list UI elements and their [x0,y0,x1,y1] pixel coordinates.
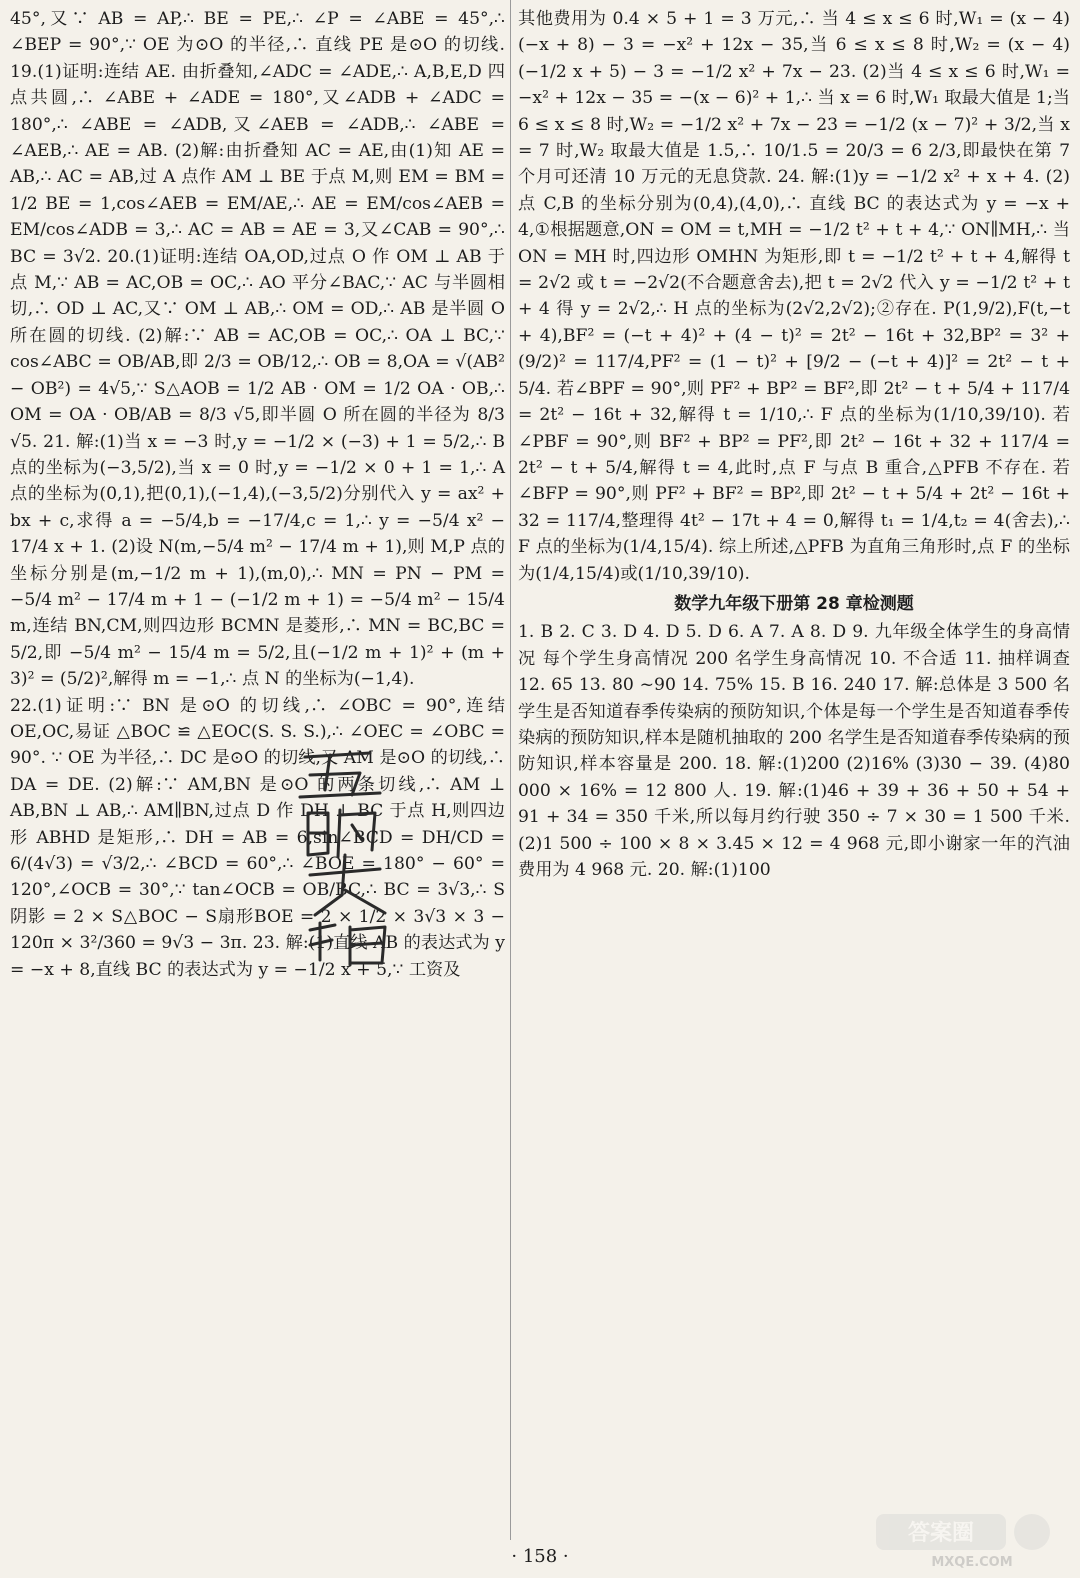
column-divider [510,0,511,1540]
svg-text:答案圈: 答案圈 [907,1521,975,1546]
right-answer-block-2: 1. B 2. C 3. D 4. D 5. D 6. A 7. A 8. D 9. 九年级全体学生的身高情况 每个学生身高情况 200 名学生身高情况 10. 不合适 11. 抽样调查 12. 65 13. 80 ~90 14. 75% 15. B 16. 240 17. 解:总体是 3 500 名学生是否知道春季传染病的预防知识,个体是每一个学生是否知道春季传染病的预防知识,样本是随机抽取的 200 名学生是否知道春季传染病的预防知识,样本容量是 200. 18. 解:(1)200 (2)16% (3)30 − 39. (4)80 000 × 16% = 12 800 人. 19. 解:(1)46 + 39 + 36 + 50 + 54 + 91 + 34 = 350 千米,所以每月约行驶 350 ÷ 7 × 30 = 1 500 千米. (2)1 500 ÷ 100 × 8 × 3.45 × 12 = 4 968 元,即小谢家一年的汽油费用为 4 968 元. 20. 解:(1)100 [518,622,1070,880]
left-answer-block-1: 45°,又∵ AB = AP,∴ BE = PE,∴ ∠P = ∠ABE = 45°,∴ ∠BEP = 90°,∵ OE 为⊙O 的半径,∴ 直线 PE 是⊙O 的切线. 19.(1)证明:连结 AE. 由折叠知,∠ADC = ∠ADE,∴ A,B,E,D 四点共圆,∴ ∠ABE + ∠ADE = 180°,又∠ADB + ∠ADC = 180°,∴ ∠ABE = ∠ADB,又∠AEB = ∠ADB,∴ ∠ABE = ∠AEB,∴ AE = AB. (2)解:由折叠知 AC = AE,由(1)知 AE = AB,∴ AC = AB,过 A 点作 AM ⊥ BE 于点 M,则 EM = BM = 1/2 BE = 1,cos∠AEB = EM/AE,∴ AE = EM/cos∠AEB = EM/cos∠ADB = 3,∴ AC = AB = AE = 3,又∠CAB = 90°,∴ BC = 3√2. 20.(1)证明:连结 OA,OD,过点 O 作 OM ⊥ AB 于点 M,∵ AB = AC,OB = OC,∴ AO 平分∠BAC,∵ AC 与半圆相切,∴ OD ⊥ AC,又∵ OM ⊥ AB,∴ OM = OD,∴ AB 是半圆 O 所在圆的切线. (2)解:∵ AB = AC,OB = OC,∴ OA ⊥ BC,∵ cos∠ABC = OB/AB,即 2/3 = OB/12,∴ OB = 8,OA = √(AB² − OB²) = 4√5,∵ S△AOB = 1/2 AB · OM = 1/2 OA · OB,∴ OM = OA · OB/AB = 8/3 √5,即半圆 O 所在圆的半径为 8/3 √5. 21. 解:(1)当 x = −3 时,y = −1/2 × (−3) + 1 = 5/2,∴ B 点的坐标为(−3,5/2),当 x = 0 时,y = −1/2 × 0 + 1 = 1,∴ A 点的坐标为(0,1),把(0,1),(−1,4),(−3,5/2)分别代入 y = ax² + bx + c,求得 a = −5/4,b = −17/4,c = 1,∴ y = −5/4 x² − 17/4 x + 1. (2)设 N(m,−5/4 m² − 17/4 m + 1),则 M,P 点的坐标分别是(m,−1/2 m + 1),(m,0),∴ MN = PN − PM = −5/4 m² − 17/4 m + 1 − (−1/2 m + 1) = −5/4 m² − 15/4 m,连结 BN,CM,则四边形 BCMN 是菱形,∴ MN = BC,BC = 5/2,即 −5/4 m² − 15/4 m = 5/2,且(−1/2 m + 1)² + (m + 3)² = (5/2)²,解得 m = −1,∴ 点 N 的坐标为(−1,4). [10,9,505,690]
left-column [10,6,505,983]
section-title: 数学九年级下册第 28 章检测题 [674,593,914,614]
right-answer-block-1: 其他费用为 0.4 × 5 + 1 = 3 万元,∴ 当 4 ≤ x ≤ 6 时,W₁ = (x − 4)(−x + 8) − 3 = −x² + 12x − 35,当 6 ≤ x ≤ 8 时,W₂ = (x − 4)(−1/2 x + 5) − 3 = −1/2 x² + 7x − 23. (2)当 4 ≤ x ≤ 6 时,W₁ = −x² + 12x − 35 = −(x − 6)² + 1,∴ 当 x = 6 时,W₁ 取最大值是 1;当 6 ≤ x ≤ 8 时,W₂ = −1/2 x² + 7x − 23 = −1/2 (x − 7)² + 3/2,当 x = 7 时,W₂ 取最大值是 1.5,∴ 10/1.5 = 20/3 = 6 2/3,即最快在第 7 个月可还清 10 万元的无息贷款. 24. 解:(1)y = −1/2 x² + x + 4. (2)点 C,B 的坐标分别为(0,4),(4,0),∴ 直线 BC 的表达式为 y = −x + 4,①根据题意,ON = OM = t,MH = −1/2 t² + t + 4,∵ ON∥MH,∴ 当 ON = MH 时,四边形 OMHN 为矩形,即 t = −1/2 t² + t + 4,解得 t = 2√2 或 t = −2√2(不合题意舍去),把 t = 2√2 代入 y = −1/2 t² + t + 4 得 y = 2√2,∴ H 点的坐标为(2√2,2√2);②存在. P(1,9/2),F(t,−t + 4),BF² = (−t + 4)² + (4 − t)² = 2t² − 16t + 32,BP² = 3² + (9/2)² = 117/4,PF² = (1 − t)² + [9/2 − (−t + 4)]² = 2t² − t + 5/4. 若∠BPF = 90°,则 PF² + BP² = BF²,即 2t² − t + 5/4 + 117/4 = 2t² − 16t + 32,解得 t = 1/10,∴ F 点的坐标为(1/10,39/10). 若∠PBF = 90°,则 BF² + BP² = PF²,即 2t² − 16t + 32 + 117/4 = 2t² − t + 5/4,解得 t = 4,此时,点 F 与点 B 重合,△PFB 不存在. 若∠BFP = 90°,则 PF² + BF² = BP²,即 2t² − t + 5/4 + 2t² − 16t + 32 = 117/4,整理得 4t² − 17t + 4 = 0,解得 t₁ = 1/4,t₂ = 4(舍去),∴ F 点的坐标为(1/4,15/4). 综上所述,△PFB 为直角三角形时,点 F 的坐标为(1/4,15/4)或(1/10,39/10). [518,9,1070,584]
page-number: · 158 · [511,1546,569,1567]
right-column [518,6,1070,883]
svg-text:MXQE.COM: MXQE.COM [931,1555,1013,1570]
watermark-logo [872,1510,1072,1572]
handwriting-scribble [290,745,400,975]
left-answer-block-2: 22.(1)证明:∵ BN 是⊙O 的切线,∴ ∠OBC = 90°,连结 OE,OC,易证 △BOC ≌ △EOC(S. S. S.),∴ ∠OEC = ∠OBC = 90°. ∵ OE 为半径,∴ DC 是⊙O 的切线,又 AM 是⊙O 的切线,∴ DA = DE. (2)解:∵ AM,BN 是⊙O 的两条切线,∴ AM ⊥ AB,BN ⊥ AB,∴ AM∥BN,过点 D 作 DH ⊥ BC 于点 H,则四边形 ABHD 是矩形,∴ DH = AB = 6,sin∠BCD = DH/CD = 6/(4√3) = √3/2,∴ ∠BCD = 60°,∴ ∠BOE = 180° − 60° = 120°,∠OCB = 30°,∵ tan∠OCB = OB/BC,∴ BC = 3√3,∴ S阴影 = 2 × S△BOC − S扇形BOE = 2 × 1/2 × 3√3 × 3 − 120π × 3²/360 = 9√3 − 3π. 23. 解:(1)直线 AB 的表达式为 y = −x + 8,直线 BC 的表达式为 y = −1/2 x + 5,∵ 工资及 [10,695,505,980]
